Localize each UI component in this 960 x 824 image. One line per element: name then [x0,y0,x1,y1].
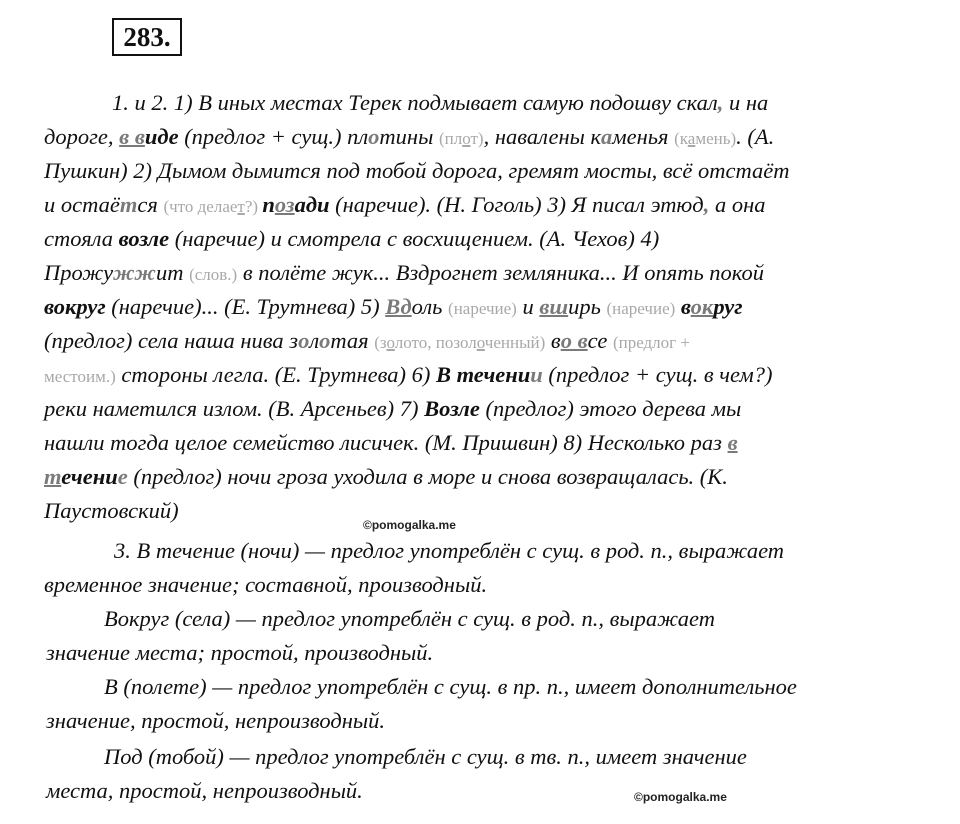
text-line-7: вокруг (наречие)... (Е. Трутнева) 5) Вдоль (наречие) и вширь (наречие) вокруг [44,294,743,319]
text-line-21: места, простой, непроизводный. [46,778,363,803]
text-line-2: дороге, в виде (предлог + сущ.) плотины (плот), навалены каменья (камень). (А. [44,124,775,149]
text-line-1: 1. и 2. 1) В иных местах Терек подмывает самую подошву скал, и на [112,90,769,115]
text-line-12: течение (предлог) ночи гроза уходила в море и снова возвращалась. (К. [44,464,728,489]
text-line-5: стояла возле (наречие) и смотрела с восхищением. (А. Чехов) 4) [44,226,660,251]
text-line-19: значение, простой, непроизводный. [46,708,386,733]
text-line-20: Под (тобой) — предлог употреблён с сущ. в тв. п., имеет значение [104,744,747,769]
watermark: ©pomogalka.me [363,518,456,532]
text-line-15: временное значение; составной, производный. [44,572,488,597]
text-line-16: Вокруг (села) — предлог употреблён с сущ. в род. п., выражает [104,606,715,631]
text-line-14: 3. В течение (ночи) — предлог употреблён с сущ. в род. п., выражает [114,538,785,563]
text-line-18: В (полете) — предлог употреблён с сущ. в пр. п., имеет дополнительное [104,674,797,699]
text-line-8: (предлог) села наша нива золотая (золото, позолоченный) во все (предлог + [44,328,690,353]
text-line-17: значение места; простой, производный. [46,640,434,665]
text-line-11: нашли тогда целое семейство лисичек. (М. Пришвин) 8) Несколько раз в [44,430,738,455]
exercise-number: 283. [112,18,182,56]
text-line-9: местоим.) стороны легла. (Е. Трутнева) 6) В течении (предлог + сущ. в чем?) [44,362,773,387]
text-line-13: Паустовский) [44,498,179,523]
text-line-6: Прожужжит (слов.) в полёте жук... Вздрогнет земляника... И опять покой [44,260,764,285]
text-line-3: Пушкин) 2) Дымом дымится под тобой дорога, гремят мосты, всё отстаёт [44,158,790,183]
text-line-4: и остаётся (что делает?) позади (наречие). (Н. Гоголь) 3) Я писал этюд, а она [44,192,766,217]
text-line-10: реки наметился излом. (В. Арсеньев) 7) Возле (предлог) этого дерева мы [44,396,742,421]
watermark-bottom: ©pomogalka.me [634,790,727,804]
